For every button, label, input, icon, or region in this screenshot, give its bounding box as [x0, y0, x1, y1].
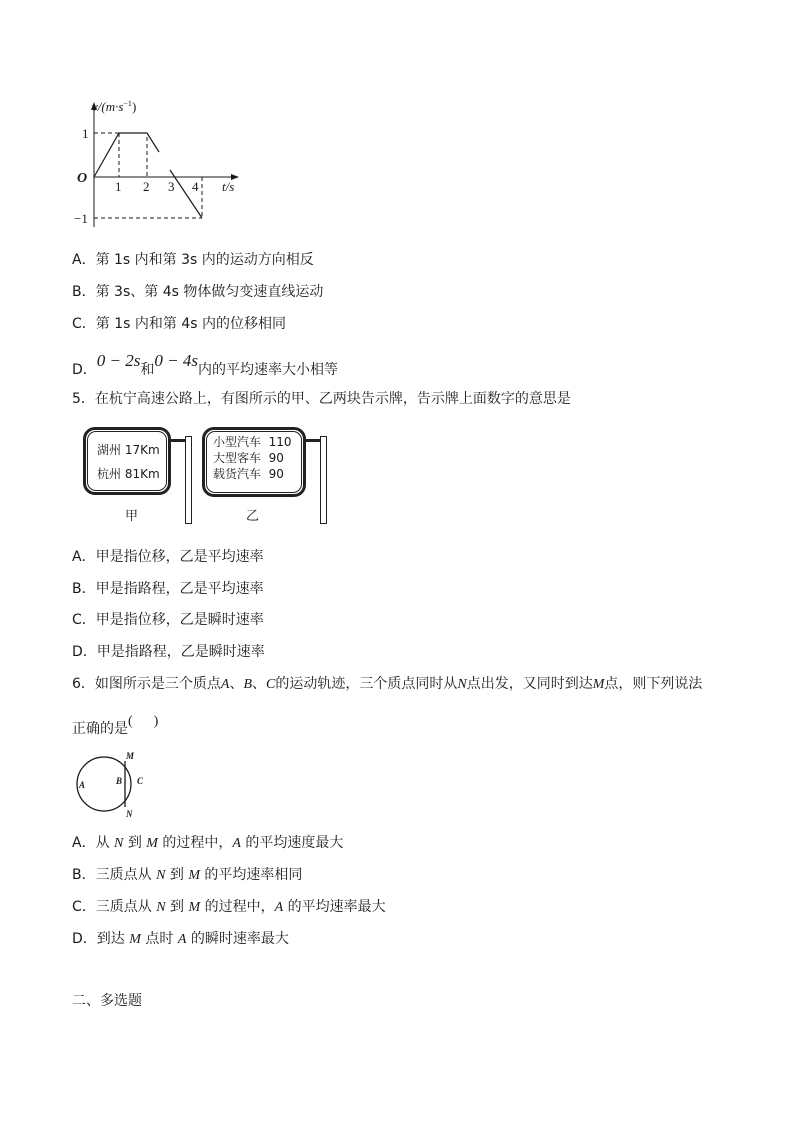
q5-option-c: C．甲是指位移，乙是瞬时速率 [72, 612, 264, 628]
q6-option-A: A [232, 836, 241, 851]
sign-yi-row1: 小型汽车 110 [213, 435, 292, 449]
q6-stem-M: M [592, 677, 605, 692]
q4-option-d-mid: 和 [140, 362, 155, 378]
q6-option-M: M [129, 932, 141, 947]
label-B: B [116, 776, 123, 786]
q6-option-text: D．到达 [72, 931, 130, 947]
sign-yi-caption: 乙 [246, 509, 260, 524]
q6-option-text: A．从 [72, 835, 115, 851]
label-C: C [137, 776, 144, 786]
q6-option-text: 的瞬时速率最大 [186, 931, 289, 947]
q6-option-A: A [177, 932, 187, 947]
label-M: M [126, 751, 135, 761]
x-tick-3: 3 [168, 179, 175, 194]
q6-stem-text: 点出发，又同时到达 [466, 676, 593, 692]
trajectory-circle [77, 757, 131, 811]
trajectory-diagram [72, 750, 152, 820]
q4-option-d [72, 352, 338, 376]
q6-option-b [72, 866, 302, 885]
q6-option-text: 的过程中， [157, 835, 233, 851]
q6-stem-C: C [266, 677, 276, 692]
q5-option-b: B．甲是指路程，乙是平均速率 [72, 581, 264, 597]
q4-option-a: A．第 1s 内和第 3s 内的运动方向相反 [72, 252, 314, 268]
sign-jia-post [185, 436, 192, 524]
q6-stem-text: 6．如图所示是三个质点 [72, 676, 221, 692]
q4-option-d-expr1: 0 − 2s [96, 351, 141, 370]
sign-yi-bar [306, 439, 321, 442]
q5-option-a: A．甲是指位移，乙是平均速率 [72, 549, 264, 565]
q6-option-text: B．三质点从 [72, 867, 157, 883]
x-tick-2: 2 [143, 179, 150, 194]
sign-jia-row2: 杭州 81Km [97, 467, 160, 481]
sign-jia-row1: 湖州 17Km [97, 443, 160, 457]
q6-stem-sep2: 、 [252, 676, 267, 692]
q6-option-M: M [188, 900, 201, 915]
q6-option-N: N [156, 900, 166, 915]
q6-stem-text: 的运动轨迹，三个质点同时从 [275, 676, 458, 692]
q6-option-text: 的过程中， [200, 899, 275, 915]
q6-option-text: 的平均速率相同 [199, 867, 303, 883]
q6-stem-line2 [72, 714, 159, 739]
q6-stem-line1 [72, 675, 702, 694]
q6-option-N: N [156, 868, 166, 883]
q6-option-M: M [146, 836, 158, 851]
velocity-time-graph [72, 96, 252, 231]
q6-stem-text: 点，则下列说法 [604, 676, 703, 692]
q4-option-d-prefix: D． [72, 362, 97, 378]
q4-option-b: B．第 3s、第 4s 物体做匀变速直线运动 [72, 284, 324, 300]
q6-option-text: 的平均速率最大 [283, 899, 386, 915]
x-tick-1: 1 [115, 179, 122, 194]
q6-stem-text: 正确的是 [72, 721, 128, 737]
q6-stem-N: N [457, 677, 467, 692]
q6-option-text: 到 [165, 899, 189, 915]
sign-yi-post [320, 436, 327, 524]
origin-label: O [77, 171, 88, 186]
q6-stem-B: B [243, 677, 253, 692]
sign-jia-caption: 甲 [125, 509, 139, 524]
q6-option-N: N [114, 836, 124, 851]
q6-option-A: A [274, 900, 284, 915]
q6-option-text: 到 [165, 867, 189, 883]
q6-option-text: 的平均速度最大 [240, 835, 344, 851]
q6-option-M: M [188, 868, 200, 883]
q4-option-d-suffix: 内的平均速率大小相等 [197, 362, 338, 378]
sign-yi-row3: 载货汽车 90 [213, 467, 284, 481]
q5-option-d: D．甲是指路程，乙是瞬时速率 [72, 644, 265, 660]
q4-option-c: C．第 1s 内和第 4s 内的位移相同 [72, 316, 286, 332]
q6-option-a [72, 834, 343, 853]
q6-option-text: 点时 [140, 931, 178, 947]
label-N: N [126, 809, 133, 819]
q6-stem-sep1: 、 [229, 676, 244, 692]
label-A: A [79, 780, 86, 790]
q6-option-d [72, 930, 289, 949]
q6-stem-A: A [220, 677, 230, 692]
x-tick-4: 4 [192, 179, 199, 194]
q5-stem: 5．在杭宁高速公路上，有图所示的甲、乙两块告示牌，告示牌上面数字的意思是 [72, 391, 571, 407]
y-axis-label: $v/(m\cdot s^{-1})$ [92, 99, 137, 114]
y-tick-1: 1 [82, 126, 89, 141]
x-axis-label: t/s [222, 179, 235, 194]
sign-jia-bar [171, 439, 186, 442]
sign-yi-row2: 大型客车 90 [213, 451, 284, 465]
q4-option-d-expr2: 0 − 4s [154, 351, 198, 370]
q6-answer-paren: ( ) [128, 714, 159, 729]
section-2-title: 二、多选题 [72, 993, 142, 1009]
q6-option-c [72, 898, 386, 917]
q6-option-text: 到 [123, 835, 147, 851]
vt-curve-upper [94, 133, 159, 177]
y-tick-neg1: −1 [74, 211, 88, 226]
q6-option-text: C．三质点从 [72, 899, 157, 915]
